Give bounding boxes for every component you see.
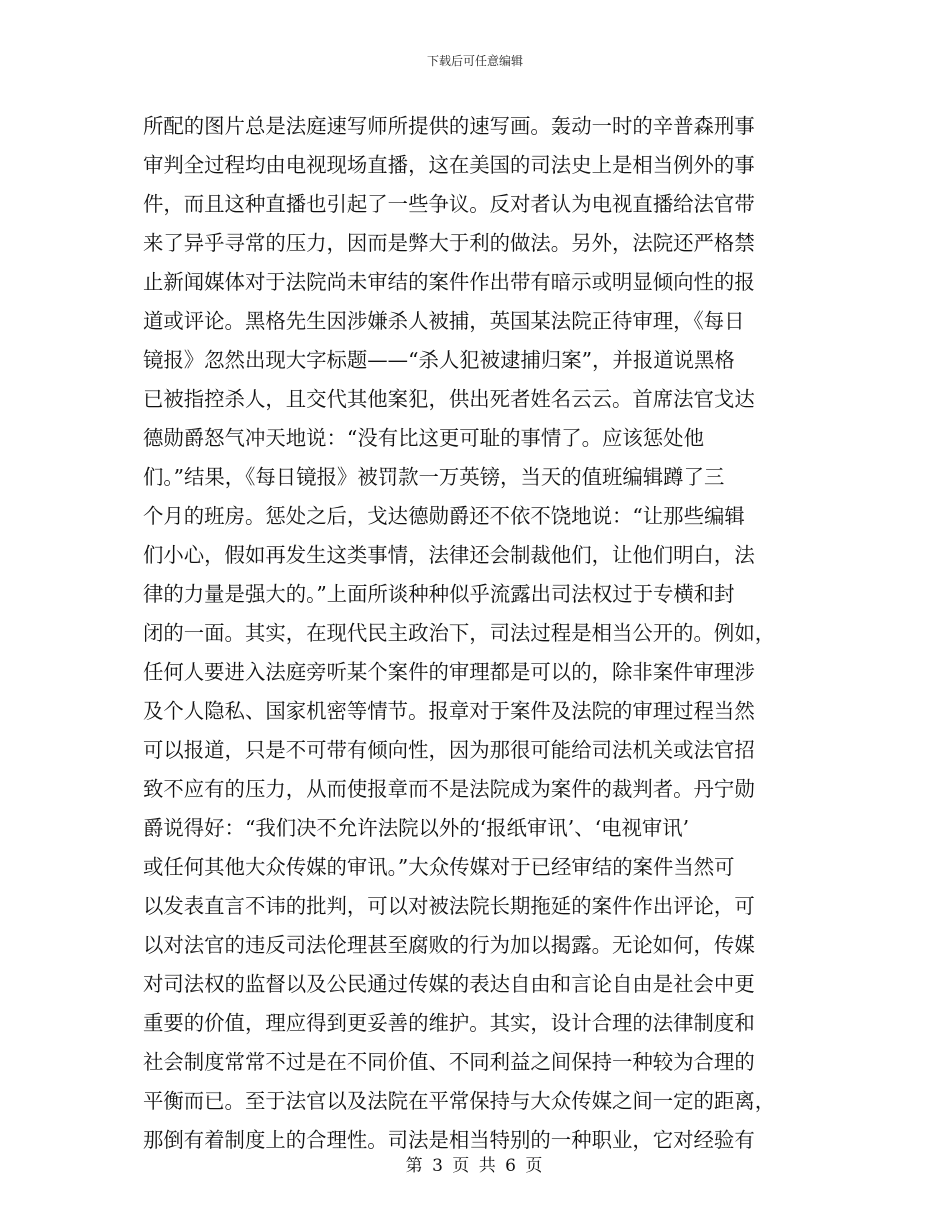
text-line: 止新闻媒体对于法院尚未审结的案件作出带有暗示或明显倾向性的报	[143, 270, 755, 294]
text-line: 或任何其他大众传媒的审讯。”大众传媒对于已经审结的案件当然可	[143, 855, 735, 879]
text-line: 重要的价值，理应得到更妥善的维护。其实，设计合理的法律制度和	[143, 1011, 755, 1035]
text-line: 已被指控杀人，且交代其他案犯，供出死者姓名云云。首席法官戈达	[143, 387, 755, 411]
text-line: 以发表直言不讳的批判，可以对被法院长期拖延的案件作出评论，可	[143, 894, 755, 918]
text-line: 们小心，假如再发生这类事情，法律还会制裁他们，让他们明白，法	[143, 543, 755, 567]
text-line: 爵说得好：“我们决不允许法院以外的‘报纸审讯’、‘电视审讯’	[143, 816, 690, 840]
text-line: 任何人要进入法庭旁听某个案件的审理都是可以的，除非案件审理涉	[143, 660, 755, 684]
text-line: 可以报道，只是不可带有倾向性，因为那很可能给司法机关或法官招	[143, 738, 755, 762]
text-line: 道或评论。黑格先生因涉嫌杀人被捕，英国某法院正待审理，《每日	[143, 309, 745, 333]
text-line: 以对法官的违反司法伦理甚至腐败的行为加以揭露。无论如何，传媒	[143, 933, 755, 957]
text-line: 律的力量是强大的。”上面所谈种种似乎流露出司法权过于专横和封	[143, 582, 735, 606]
text-line: 平衡而已。至于法官以及法院在平常保持与大众传媒之间一定的距离，	[143, 1089, 776, 1113]
text-line: 闭的一面。其实，在现代民主政治下，司法过程是相当公开的。例如，	[143, 621, 776, 645]
text-line: 那倒有着制度上的合理性。司法是相当特别的一种职业，它对经验有	[143, 1128, 755, 1152]
text-line: 们。”结果，《每日镜报》被罚款一万英镑，当天的值班编辑蹲了三	[143, 465, 725, 489]
text-line: 致不应有的压力，从而使报章而不是法院成为案件的裁判者。丹宁勋	[143, 777, 755, 801]
text-line: 镜报》忽然出现大字标题——“杀人犯被逮捕归案”，并报道说黑格	[143, 348, 735, 372]
text-line: 对司法权的监督以及公民通过传媒的表达自由和言论自由是社会中更	[143, 972, 755, 996]
body-text	[143, 107, 808, 1160]
page-number: 第 3 页 共 6 页	[405, 1156, 545, 1176]
text-line: 来了异乎寻常的压力，因而是弊大于利的做法。另外，法院还严格禁	[143, 231, 755, 255]
text-line: 所配的图片总是法庭速写师所提供的速写画。轰动一时的辛普森刑事	[143, 114, 755, 138]
text-line: 件，而且这种直播也引起了一些争议。反对者认为电视直播给法官带	[143, 192, 755, 216]
page-header: 下载后可任意编辑	[426, 54, 523, 68]
text-line: 社会制度常常不过是在不同价值、不同利益之间保持一种较为合理的	[143, 1050, 755, 1074]
text-line: 审判全过程均由电视现场直播，这在美国的司法史上是相当例外的事	[143, 153, 755, 177]
text-line: 及个人隐私、国家机密等情节。报章对于案件及法院的审理过程当然	[143, 699, 755, 723]
text-line: 个月的班房。惩处之后，戈达德勋爵还不依不饶地说：“让那些编辑	[143, 504, 745, 528]
text-line: 德勋爵怒气冲天地说：“没有比这更可耻的事情了。应该惩处他	[143, 426, 704, 450]
